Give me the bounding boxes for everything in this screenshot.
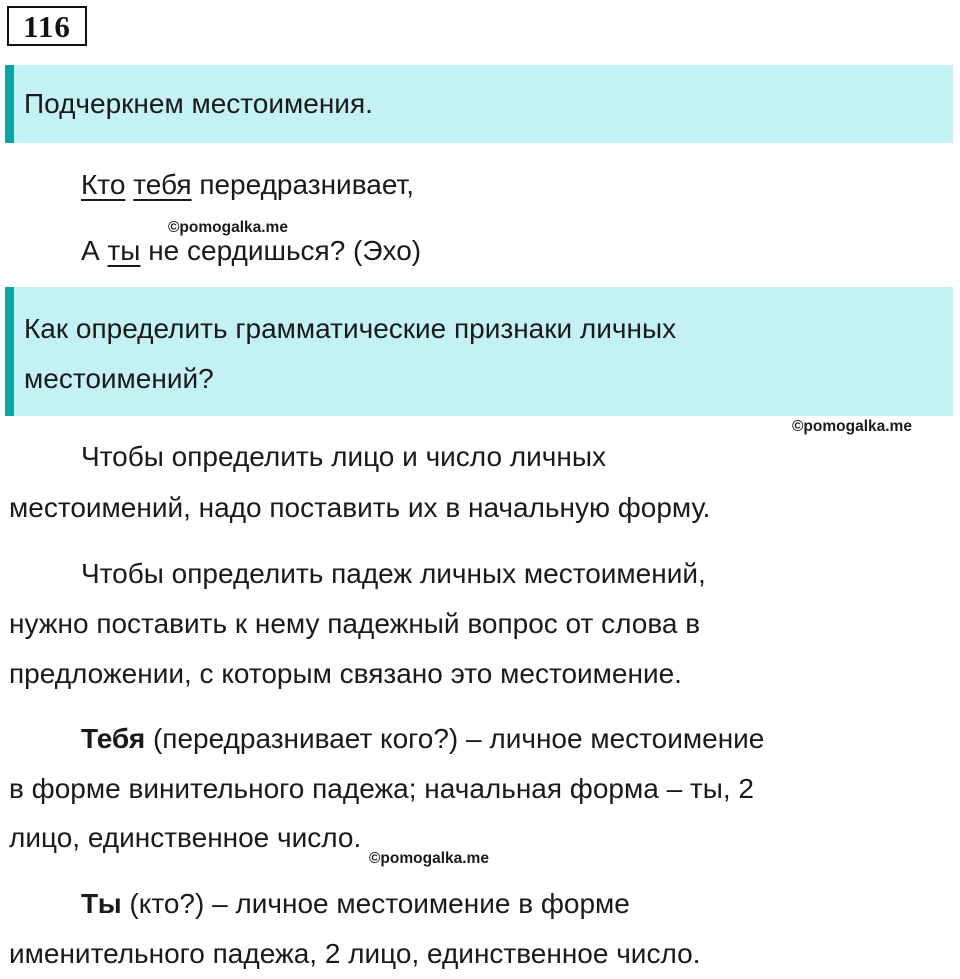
question-banner (5, 287, 953, 416)
watermark-2: ©pomogalka.me (792, 418, 912, 435)
task-banner-underline-pronouns (5, 65, 953, 143)
pronoun-ty: ты (107, 235, 141, 266)
watermark-1: ©pomogalka.me (168, 219, 288, 236)
question-line-2: местоимений? (24, 363, 214, 394)
para4-line-1-rest: (кто?) – личное местоимение в форме (121, 888, 630, 919)
para4-line-2: именительного падежа, 2 лицо, единственное число. (9, 938, 701, 969)
exercise-number: 116 (7, 6, 87, 46)
para1-line-2: местоимений, надо поставить их в начальную форму. (9, 492, 711, 523)
pronoun-tebya: тебя (133, 169, 192, 200)
poem-line-1-rest: передразнивает, (191, 169, 414, 200)
watermark-3: ©pomogalka.me (369, 850, 489, 867)
task-text: Подчеркнем местоимения. (24, 88, 373, 119)
para2-line-2: нужно поставить к нему падежный вопрос от слова в (9, 608, 701, 639)
para3-line-1 (81, 725, 764, 753)
para4-bold-word: Ты (81, 888, 122, 919)
poem-line-2-pre: А (81, 235, 108, 266)
question-line-1: Как определить грамматические признаки личных (24, 313, 677, 344)
para2-line-3: предложении, с которым связано это местоимение. (9, 658, 682, 689)
para3-bold-word: Тебя (81, 723, 146, 754)
para1-line-1: Чтобы определить лицо и число личных (81, 441, 606, 472)
poem-line-2-rest: не сердишься? (Эхо) (140, 235, 422, 266)
para2-line-1: Чтобы определить падеж личных местоимений, (81, 558, 706, 589)
para3-line-3: лицо, единственное число. (9, 822, 362, 853)
poem-line-2 (81, 237, 421, 265)
para3-line-2: в форме винительного падежа; начальная форма – ты, 2 (9, 773, 755, 804)
para4-line-1 (81, 890, 630, 918)
para3-line-1-rest: (передразнивает кого?) – личное местоимение (145, 723, 765, 754)
poem-line-1 (81, 171, 414, 199)
pronoun-kto: Кто (81, 169, 126, 200)
